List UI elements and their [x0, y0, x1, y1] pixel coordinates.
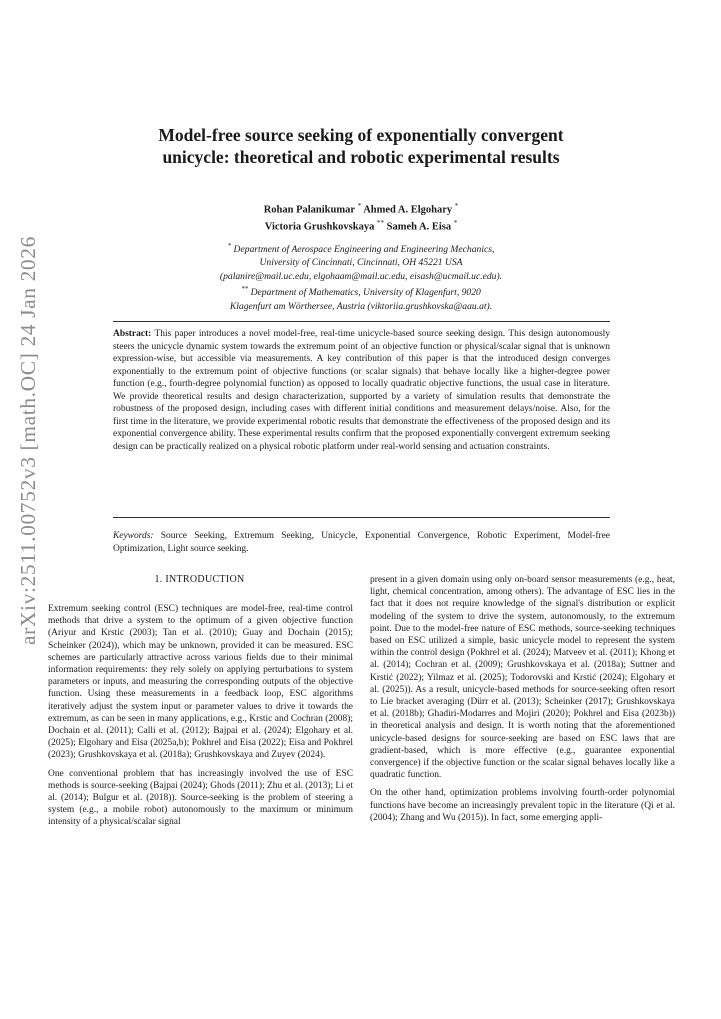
paper-title: Model-free source seeking of exponentially convergent unicycle: theoretical and robotic experimental results: [158, 125, 564, 167]
section-heading: 1. INTRODUCTION: [154, 574, 245, 585]
author-line-2: [110, 217, 612, 234]
abstract-label: Abstract:: [113, 329, 152, 339]
left-column: [48, 603, 353, 835]
author-list: [110, 200, 612, 233]
author-line-1: [110, 200, 612, 217]
paragraph: One conventional problem that has increasingly involved the use of ESC methods is source-seeking (Bajpai (2024); Ghods (2011); Zhu et al. (2013); Li et al. (2014); Bulgur et al. (2018)). Source-seeking is the problem of steering a system (e.g., a mobile robot) autonomously to the maximum or minimum intensity of a physical/scalar signal: [48, 768, 353, 828]
affiliations: [110, 240, 612, 313]
affiliation-mark: *: [454, 202, 459, 210]
paragraph: On the other hand, optimization problems involving fourth-order polynomial functions have become an increasingly prevalent topic in the literature (Qi et al. (2004); Zhang and Wu (2015)). In fact, some emerging appli-: [370, 788, 675, 823]
affiliation-emails: (palanire@mail.uc.edu, elgohaam@mail.uc.edu, eisash@ucmail.uc.edu).: [219, 270, 503, 282]
paragraph: present in a given domain using only on-board sensor measurements (e.g., heat, light, chemical concentration, among others). The advantage of ESC lies in the fact that it does not require knowledge of the signal's distribution or explicit modeling of the system to drive the system, autonomously, to the extremum point. Due to the model-free nature of ESC methods, source-seeking techniques based on ESC utilized a simple, basic unicycle model to represent the system within the control design (Pokhrel et al. (2024); Matveev et al. (2011); Khong et al. (2014); Cochran et al. (2009); Grushkovskaya et al. (2018a); Suttner and Krstić (2022); Yilmaz et al. (2025); Todorovski and Krstić (2024); Elgohary et al. (2025)). As a result, unicycle-based methods for source-seeking often resort to Lie bracket averaging (Dürr et al. (2013); Scheinker (2017); Grushkovskaya et al. (2018b); Ghadiri-Modarres and Mojiri (2020); Pokhrel and Eisa (2023b)) in theoretical analysis and design. It is worth noting that the aforementioned unicycle-based designs for source-seeking are based on ESC laws that are gradient-based, which is more effective (e.g., guarantee exponential convergence) if the objective function or the scalar signal behaves locally like a quadratic function.: [370, 575, 675, 781]
keywords-text: Source Seeking, Extremum Seeking, Unicycle, Exponential Convergence, Robotic Experiment, Model-free Optimization, Light source seeking.: [113, 531, 610, 554]
affiliation-mark: *: [227, 242, 232, 250]
author-name: Rohan Palanikumar: [263, 204, 356, 216]
paragraph: Extremum seeking control (ESC) techniques are model-free, real-time control methods that drive a system to the optimum of a given objective function (Ariyur and Krstic (2003); Tan et al. (2010); Guay and Dochain (2015); Scheinker (2024)), which may be unknown, provided it can be measured. ESC schemes are particularly attractive across various fields due to their minimal information requirements: they rely solely on applying perturbations to system parameters or inputs, and measuring the corresponding outputs of the objective function. Using these measurements in a feedback loop, ESC algorithms iteratively adjust the system input or parameter values to drive it towards the extremum, as can be seen in many applications, e.g., Krstic and Cochran (2008); Dochain et al. (2011); Calli et al. (2012); Bajpai et al. (2024); Elgohary et al. (2025); Elgohary and Eisa (2025a,b); Pokhrel and Eisa (2022); Eisa and Pokhrel (2023); Grushkovskaya et al. (2018a); Grushkovskaya and Zuyev (2024).: [48, 604, 353, 761]
affiliation-mark: **: [241, 285, 249, 294]
abstract: [113, 328, 610, 453]
abstract-top-rule: [113, 321, 610, 322]
author-name: Victoria Grushkovskaya: [264, 221, 375, 232]
author-name: Sameh A. Eisa: [386, 221, 452, 232]
right-column: [370, 574, 675, 830]
affiliation-mark: **: [376, 218, 384, 227]
affiliation-line: Klagenfurt am Wörthersee, Austria (viktoriia.grushkovska@aau.at).: [229, 300, 493, 312]
affiliation-mark: *: [453, 218, 458, 227]
abstract-text: This paper introduces a novel model-free, real-time unicycle-based source seeking design. This design autonomously steers the unicycle dynamic system towards the extremum point of an objective function or physical/scalar signal that is unknown expression-wise, but accessible via measurements. A key contribution of this paper is that the introduced design converges exponentially to the extremum point of objective functions (or scalar signals) that behave locally like a higher-degree power function (e.g., fourth-degree polynomial function) as opposed to locally quadratic objective functions, the usual case in literature. We provide theoretical results and design characterization, supported by a variety of simulation results that demonstrate the robustness of the proposed design, including cases with different initial conditions and measurement delays/noise. Also, for the first time in the literature, we provide experimental robotic results that demonstrate the effectiveness of the proposed design and its exponential convergence ability. These experimental results confirm that the proposed exponentially convergent extremum seeking design can be practically realized on a physical robotic platform under real-world sensing and actuation constraints.: [113, 329, 610, 452]
author-name: Ahmed A. Elgohary: [363, 204, 453, 216]
affiliation-line: ** Department of Mathematics, University of Klagenfurt, 9020: [241, 285, 481, 299]
affiliation-mark: *: [357, 202, 362, 210]
keywords-label: Keywords:: [113, 531, 154, 541]
affiliation-line: * Department of Aerospace Engineering and Engineering Mechanics,: [227, 242, 495, 256]
arxiv-stamp: [16, 236, 40, 646]
keywords: [113, 530, 610, 555]
affiliation-line: University of Cincinnati, Cincinnati, OH 45221 USA: [259, 257, 463, 269]
arxiv-identifier: arXiv:2511.00752v3 [math.OC] 24 Jan 2026: [16, 236, 40, 645]
abstract-bottom-rule: [113, 517, 610, 518]
